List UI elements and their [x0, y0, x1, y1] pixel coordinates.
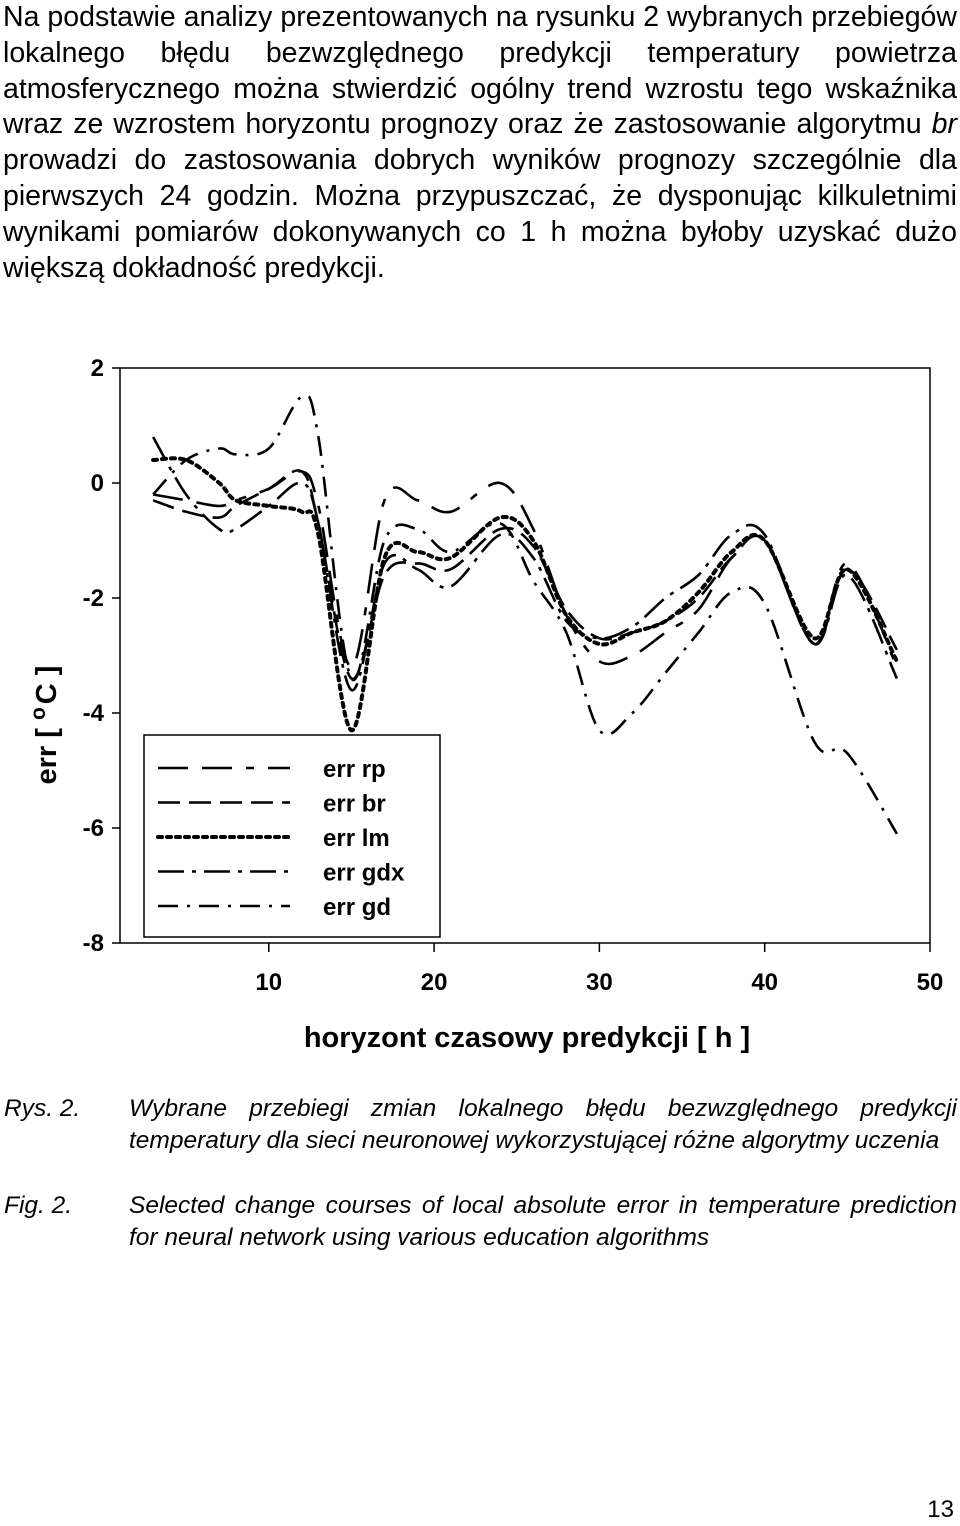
error-line-chart — [0, 340, 960, 1060]
x-tick-label: 10 — [255, 969, 283, 996]
figure-label-en: Fig. 2. — [4, 1192, 73, 1219]
x-tick-label: 20 — [420, 969, 448, 996]
y-axis-title: err [ $^o$C ] — [26, 665, 63, 785]
y-tick-label: -4 — [82, 700, 104, 727]
legend-label: err br — [323, 790, 386, 818]
y-tick-label: -6 — [82, 815, 104, 842]
legend-label: err lm — [323, 825, 390, 852]
body-paragraph — [3, 0, 957, 286]
y-tick-label: -2 — [82, 585, 104, 612]
legend-label: err gdx — [323, 859, 405, 887]
legend — [144, 735, 440, 937]
figure-caption-pl: Wybrane przebiegi zmian lokalnego błędu bezwzględnego predykcji temperatury dla sieci neuronowej wykorzystującej różne algorytmy uczenia — [129, 1095, 957, 1154]
body-text-part-2: prowadzi do zastosowania dobrych wyników prognozy szczególnie dla pierwszych 24 godzin. Można przypuszczać, że dysponując kilkuletnimi wynikami pomiarów dokonywanych co 1 h można byłoby uzyskać dużo większą dokładność predykcji. — [3, 144, 957, 284]
x-tick-label: 40 — [751, 969, 779, 996]
body-text-part-1: Na podstawie analizy prezentowanych na rysunku 2 wybranych przebiegów lokalnego błędu bezwzględnego predykcji temperatury powietrza atmosferycznego można stwierdzić ogólny trend wzrostu tego wskaźnika wraz ze wzrostem horyzontu prognozy oraz że zastosowanie algorytmu — [3, 1, 957, 141]
series-line-err-lm — [153, 458, 897, 730]
y-tick-label: 2 — [90, 355, 104, 382]
x-tick-label: 50 — [916, 969, 944, 996]
y-tick-label: -8 — [82, 930, 104, 957]
y-axis-ticks — [83, 355, 120, 957]
x-axis-ticks — [255, 943, 943, 996]
series-line-err-rp — [153, 471, 897, 667]
series-line-err-br — [153, 470, 897, 679]
x-tick-label: 30 — [586, 969, 613, 996]
legend-label: err gd — [323, 894, 392, 921]
figure-label-pl: Rys. 2. — [4, 1095, 81, 1122]
legend-label: err rp — [323, 756, 386, 783]
page-number: 13 — [927, 1496, 954, 1523]
algorithm-name-br: br — [931, 108, 957, 141]
y-tick-label: 0 — [90, 470, 104, 497]
x-axis-title: horyzont czasowy predykcji [ h ] — [303, 1022, 751, 1054]
figure-caption-en: Selected change courses of local absolute error in temperature prediction for neural network using various education algorithms — [129, 1192, 957, 1251]
